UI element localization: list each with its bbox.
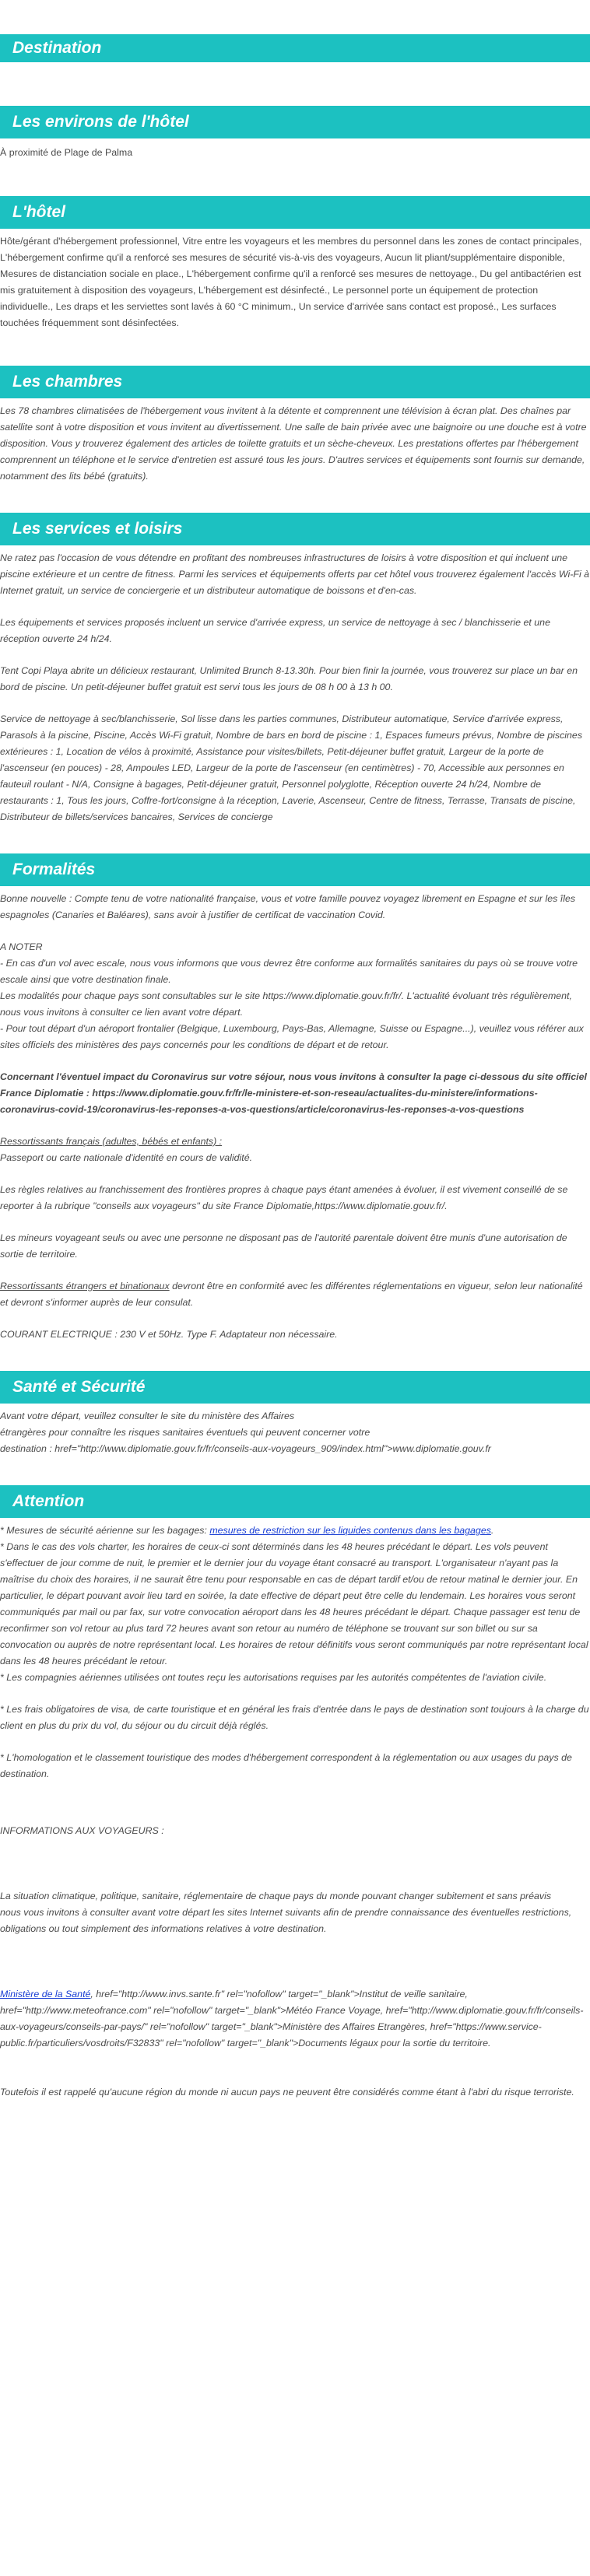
foreign-nationals-text: devront être en conformité avec les différentes réglementations en vigueur, selon leur nationalité et devront s'informer auprès de leur consulat. <box>0 1281 583 1308</box>
section-header-hotel <box>0 196 590 229</box>
hotel-text: Hôte/gérant d'hébergement professionnel, Vitre entre les voyageurs et les membres du personnel dans les zones de contact principales, L'hébergement confirme qu'il a renforcé ses mesures de sécurité vis-à-vis des voyageurs, Aucun lit pliant/supplémentaire disponible, Mesures de distanciation sociale en place., L'hébergement confirme qu'il a renforcé ses mesures de nettoyage., Du gel antibactérien est mis gratuitement à disposition des voyageurs, L'hébergement est désinfecté., Le personnel porte un équipement de protection individuelle., Les draps et les serviettes sont lavés à 60 °C minimum., Un service d'arrivée sans contact est proposé., Les surfaces touchées fréquemment sont désinfectées. <box>0 236 582 328</box>
attention-baggage-end: . <box>490 1525 494 1536</box>
foreign-nationals-label: Ressortissants étrangers et binationaux <box>0 1281 170 1292</box>
environs-text: À proximité de Plage de Palma <box>0 147 133 158</box>
section-header-sante <box>0 1371 590 1404</box>
services-paragraph-1: Ne ratez pas l'occasion de vous détendre en profitant des nombreuses infrastructures de loisirs à votre disposition et qui incluent une piscine extérieure et un centre de fitness. Parmi les services et équipements offerts par cet hôtel vous trouverez également l'accès Wi-Fi à Internet gratuit, un service de conciergerie et un distributeur automatique de boissons et d'en-cas. <box>0 552 590 596</box>
services-paragraph-3: Tent Copi Playa abrite un délicieux restaurant, Unlimited Brunch 8-13.30h. Pour bien finir la journée, vous trouverez sur place un bar en bord de piscine. Un petit-déjeuner buffet gratuit est servi tous les jours de 08 h 00 à 13 h 00. <box>0 665 578 692</box>
section-title: Formalités <box>12 860 96 878</box>
attention-accommodation-rating: * L'homologation et le classement touristique des modes d'hébergement correspondent à la réglementation ou aux usages du pays de destination. <box>0 1752 572 1779</box>
liquids-restriction-link[interactable]: mesures de restriction sur les liquides contenus dans les bagages <box>209 1525 491 1536</box>
sante-line: destination : href="http://www.diplomatie.gouv.fr/fr/conseils-aux-voyageurs_909/index.html">www.diplomatie.gouv.fr <box>0 1443 491 1454</box>
formalites-french-nationals-title: Ressortissants français (adultes, bébés et enfants) : <box>0 1136 223 1147</box>
section-title: Les chambres <box>12 373 123 391</box>
ministere-sante-link[interactable]: Ministère de la Santé <box>0 1989 91 1999</box>
section-header-chambres <box>0 366 590 398</box>
section-title: Santé et Sécurité <box>12 1378 146 1396</box>
section-header-destination <box>0 34 590 62</box>
chambres-text: Les 78 chambres climatisées de l'hébergement vous invitent à la détente et comprennent une télévision à écran plat. Des chaînes par satellite sont à votre disposition et vous invitent au divertissement. Une salle de bain privée avec une baignoire ou une douche est à votre disposition. Vous y trouverez également des articles de toilette gratuits et un sèche-cheveux. Les prestations offertes par l'hébergement comprennent un téléphone et le service d'entretien est assuré tous les jours. D'autres services et équipements sont fournis sur demande, notamment des lits bébé (gratuits). <box>0 405 587 482</box>
attention-traveller-info-title: INFORMATIONS AUX VOYAGEURS : <box>0 1825 164 1836</box>
attention-charter-flights: * Dans le cas des vols charter, les horaires de ceux-ci sont déterminés dans les 48 heures précédant le départ. Les vols peuvent s'effectuer de jour comme de nuit, le premier et le dernier jour du voyage étant consacré au transport. L'organisateur n'ayant pas la maîtrise du choix des horaires, il ne saurait être tenu pour responsable en cas de départ tardif et/ou de retour matinal le dernier jour. En particulier, le départ pouvant avoir lieu tard en soirée, la date effective de départ peut être celle du lendemain. Les horaires vous seront communiqués par mail ou par fax, sur votre convocation aéroport dans les 48 heures précédant le départ. Chaque passager est tenu de reconfirmer son vol retour au plus tard 72 heures avant son retour au numéro de téléphone se trouvant sur son billet ou sur sa convocation ou auprès de notre représentant local. Les horaires de retour définitifs vous seront communiqués par notre représentant local dans les 48 heures précédant le retour. <box>0 1541 588 1667</box>
formalites-note-title: A NOTER <box>0 941 43 952</box>
attention-visa-fees: * Les frais obligatoires de visa, de carte touristique et en général les frais d'entrée dans le pays de destination sont toujours à la charge du client en plus du prix du vol, du séjour ou du circuit déjà réglés. <box>0 1704 589 1731</box>
formalites-note-line: - Pour tout départ d'un aéroport frontalier (Belgique, Luxembourg, Pays-Bas, Allemagne, Suisse ou Espagne...), veuillez vous référer aux sites officiels des ministères des pays concernés pour les conditions de départ et de retour. <box>0 1023 584 1050</box>
section-title: L'hôtel <box>12 203 65 221</box>
section-title: Les environs de l'hôtel <box>12 113 189 131</box>
section-title: Attention <box>12 1492 85 1510</box>
section-header-environs <box>0 106 590 138</box>
attention-baggage-text: * Mesures de sécurité aérienne sur les bagages: <box>0 1525 210 1536</box>
attention-baggage-measures <box>0 1523 590 1539</box>
formalites-paragraph-1: Bonne nouvelle : Compte tenu de votre nationalité française, vous et votre famille pouvez voyagez librement en Espagne et sur les îles espagnoles (Canaries et Baléares), sans avoir à justifier de certificat de vaccination Covid. <box>0 893 576 920</box>
attention-situation-line: La situation climatique, politique, sanitaire, réglementaire de chaque pays du monde pouvant changer subitement et sans préavis <box>0 1891 552 1901</box>
attention-terrorism-risk: Toutefois il est rappelé qu'aucune région du monde ni aucun pays ne peuvent être considérés comme étant à l'abri du risque terroriste. <box>0 2087 574 2098</box>
section-header-formalites <box>0 853 590 886</box>
section-header-attention <box>0 1485 590 1518</box>
section-header-services <box>0 513 590 545</box>
formalites-note-line: - En cas d'un vol avec escale, nous vous informons que vous devrez être conforme aux formalités sanitaires du pays où se trouve votre escale ainsi que votre destination finale. <box>0 958 578 985</box>
attention-useful-links <box>0 1986 590 2052</box>
formalites-french-nationals-text: Passeport ou carte nationale d'identité en cours de validité. <box>0 1152 253 1163</box>
sante-line: Avant votre départ, veuillez consulter le site du ministère des Affaires <box>0 1411 295 1421</box>
attention-situation-line: nous vous invitons à consulter avant votre départ les sites Internet suivants afin de prendre connaissance des éventuelles restrictions, obligations ou tout simplement des informations relatives à votre destination. <box>0 1907 572 1934</box>
formalites-foreign-nationals <box>0 1278 590 1311</box>
useful-links-text: , href="http://www.invs.sante.fr" rel="nofollow" target="_blank">Institut de veille sanitaire, href="http://www.meteofrance.com" rel="nofollow" target="_blank">Météo France Voyage, href="http://www.diplomatie.gouv.fr/fr/conseils-aux-voyageurs/conseils-par-pays/" rel="nofollow" target="_blank">Ministère des Affaires Etrangères, href="https://www.service-public.fr/particuliers/vosdroits/F32833" rel="nofollow" target="_blank">Documents légaux pour la sortie du territoire. <box>0 1989 584 2049</box>
services-paragraph-2: Les équipements et services proposés incluent un service d'arrivée express, un service de nettoyage à sec / blanchisserie et une réception ouverte 24 h/24. <box>0 617 550 644</box>
formalites-coronavirus-notice: Concernant l'éventuel impact du Coronavirus sur votre séjour, nous vous invitons à consulter la page ci-dessous du site officiel France Diplomatie : https://www.diplomatie.gouv.fr/fr/le-ministere-et-son-reseau/actualites-du-ministere/informations-coronavirus-covid-19/coronavirus-les-reponses-a-vos-questions/article/coronavirus-les-reponses-a-vos-questions <box>0 1071 587 1115</box>
formalites-electric-current: COURANT ELECTRIQUE : 230 V et 50Hz. Type F. Adaptateur non nécessaire. <box>0 1329 338 1340</box>
attention-airlines: * Les compagnies aériennes utilisées ont toutes reçu les autorisations requises par les autorités compétentes de l'aviation civile. <box>0 1672 547 1683</box>
formalites-minors: Les mineurs voyageant seuls ou avec une personne ne disposant pas de l'autorité parentale doivent être munis d'une autorisation de sortie de territoire. <box>0 1232 567 1260</box>
section-title: Les services et loisirs <box>12 520 183 538</box>
services-paragraph-4: Service de nettoyage à sec/blanchisserie, Sol lisse dans les parties communes, Distributeur automatique, Service d'arrivée express, Parasols à la piscine, Piscine, Accès Wi-Fi gratuit, Nombre de bars en bord de piscine : 1, Espaces fumeurs prévus, Nombre de piscines extérieures : 1, Location de vélos à proximité, Assistance pour visites/billets, Petit-déjeuner buffet gratuit, Largeur de la porte de l'ascenseur (en pouces) - 28, Ampoules LED, Largeur de la porte de l'ascenseur (en centimètres) - 70, Accessible aux personnes en fauteuil roulant - N/A, Consigne à bagages, Petit-déjeuner gratuit, Personnel polyglotte, Réception ouverte 24 h/24, Nombre de restaurants : 1, Tous les jours, Coffre-fort/consigne à la réception, Laverie, Ascenseur, Centre de fitness, Terrasse, Transats de piscine, Distributeur de billets/services bancaires, Services de concierge <box>0 713 583 822</box>
formalites-note-line: Les modalités pour chaque pays sont consultables sur le site https://www.diplomatie.gouv.fr/fr/. L'actualité évoluant très régulièrement, nous vous invitons à consulter ce lien avant votre départ. <box>0 990 572 1018</box>
section-title: Destination <box>12 39 102 57</box>
formalites-border-rules: Les règles relatives au franchissement des frontières propres à chaque pays étant amenées à évoluer, il est vivement conseillé de se reporter à la rubrique "conseils aux voyageurs" du site France Diplomatie,https://www.diplomatie.gouv.fr/. <box>0 1184 568 1211</box>
sante-line: étrangères pour connaître les risques sanitaires éventuels qui peuvent concerner votre <box>0 1427 371 1438</box>
